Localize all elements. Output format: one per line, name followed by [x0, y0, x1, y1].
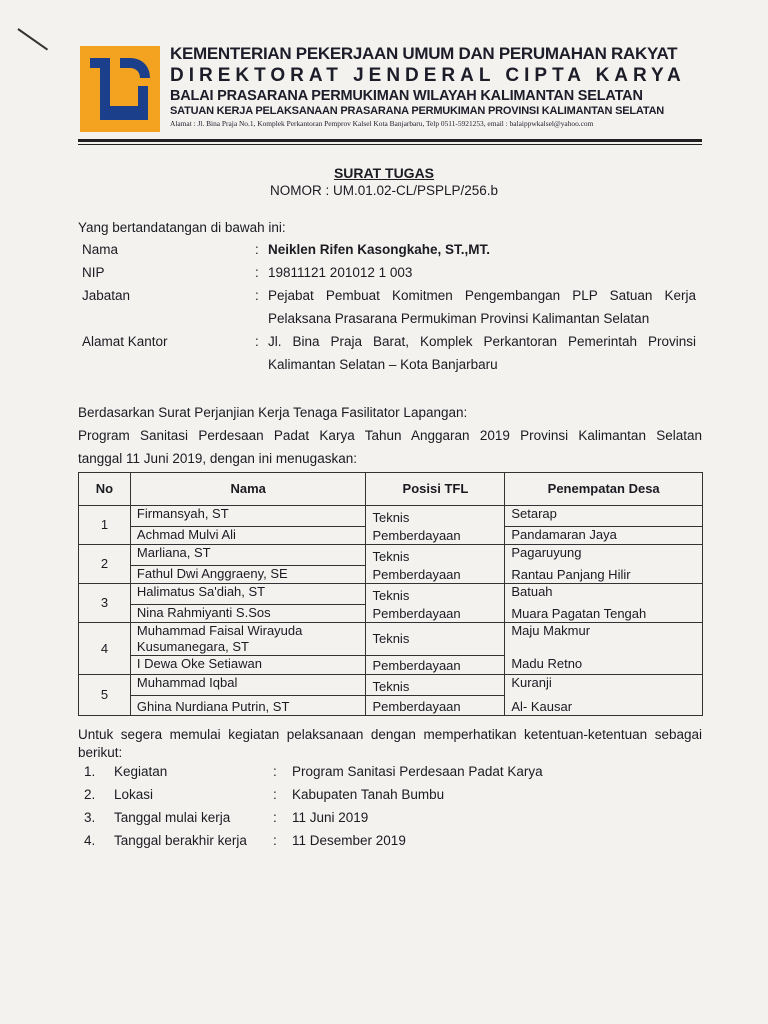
cell-nama: Marliana, ST: [130, 545, 366, 566]
cell-nama: I Dewa Oke Setiawan: [130, 656, 366, 675]
term-label: Tanggal mulai kerja: [114, 810, 231, 825]
signer-address-label: Alamat Kantor: [82, 334, 168, 349]
table-row: [79, 506, 703, 527]
term-number: 2.: [84, 787, 96, 802]
table-row: [79, 584, 703, 605]
assignment-table: [78, 472, 703, 716]
table-row: [79, 604, 703, 623]
cell-posisi: Pemberdayaan: [366, 604, 505, 623]
cell-posisi: Pemberdayaan: [366, 656, 505, 675]
term-value: 11 Juni 2019: [292, 810, 369, 825]
term-value: 11 Desember 2019: [292, 833, 406, 848]
letterhead: [170, 44, 710, 128]
cell-nama: Ghina Nurdiana Putrin, ST: [130, 696, 366, 716]
signer-address-colon: :: [255, 334, 259, 349]
letter-title: SURAT TUGAS: [333, 165, 435, 181]
row-number: 3: [79, 584, 131, 623]
table-header-row: [79, 473, 703, 506]
cell-desa: Batuah: [505, 584, 703, 605]
col-header-posisi: Posisi TFL: [366, 473, 505, 506]
table-row: [79, 696, 703, 716]
signer-jabatan-label: Jabatan: [82, 288, 131, 303]
term-value: Kabupaten Tanah Bumbu: [292, 787, 445, 802]
signer-jabatan-value-1: Pejabat Pembuat Komitmen Pengembangan PLP Satuan Kerja: [268, 288, 696, 303]
intro-text: Yang bertandatangan di bawah ini:: [78, 220, 286, 235]
signer-address-value-1: Jl. Bina Praja Barat, Komplek Perkantoran Pemerintah Provinsi: [268, 334, 696, 349]
cell-posisi: Teknis: [366, 584, 505, 605]
satuan-name: SATUAN KERJA PELAKSANAAN PRASARANA PERMUKIMAN PROVINSI KALIMANTAN SELATAN: [170, 105, 665, 117]
row-number: 1: [79, 506, 131, 545]
term-colon: :: [273, 810, 277, 825]
cell-desa: Pandamaran Jaya: [505, 526, 703, 545]
table-row: [79, 656, 703, 675]
term-colon: :: [273, 787, 277, 802]
basis-line-3: tanggal 11 Juni 2019, dengan ini menugaskan:: [78, 451, 357, 466]
cell-nama-multiline: [130, 623, 366, 656]
row-number: 4: [79, 623, 131, 675]
row-number: 5: [79, 675, 131, 716]
office-address: Alamat : Jl. Bina Praja No.1, Komplek Perkantoran Pemprov Kalsel Kota Banjarbaru, Telp 0511-5921253, email : balaippwkalsel@yahoo.com: [170, 119, 594, 128]
col-header-desa: Penempatan Desa: [505, 473, 703, 506]
cell-nama-line-2: Kusumanegara, ST: [136, 639, 249, 654]
signer-name-value: Neiklen Rifen Kasongkahe, ST.,MT.: [268, 242, 491, 257]
cell-desa: Madu Retno: [505, 656, 703, 675]
cell-nama: Firmansyah, ST: [130, 506, 366, 527]
cell-nama-line-1: Muhammad Faisal Wirayuda: [136, 623, 303, 638]
signer-name-colon: :: [255, 242, 259, 257]
cell-posisi: Pemberdayaan: [366, 565, 505, 584]
signer-nip-label: NIP: [82, 265, 105, 280]
signer-jabatan-value-2: Pelaksana Prasarana Permukiman Provinsi Kalimantan Selatan: [268, 311, 650, 326]
cell-posisi: Pemberdayaan: [366, 696, 505, 716]
directorate-name: DIREKTORAT JENDERAL CIPTA KARYA: [170, 65, 686, 86]
pen-mark: [17, 28, 48, 50]
cell-desa: Setarap: [505, 506, 703, 527]
letter-number: NOMOR : UM.01.02-CL/PSPLP/256.b: [269, 183, 499, 198]
table-row: [79, 623, 703, 656]
cell-desa: Pagaruyung: [505, 545, 703, 566]
basis-line-2: Program Sanitasi Perdesaan Padat Karya Tahun Anggaran 2019 Provinsi Kalimantan Selatan: [78, 428, 702, 443]
term-value: Program Sanitasi Perdesaan Padat Karya: [292, 764, 543, 779]
cell-nama: Achmad Mulvi Ali: [130, 526, 366, 545]
pu-logo-icon: [80, 46, 160, 132]
cell-nama: Nina Rahmiyanti S.Sos: [130, 604, 366, 623]
table-row: [79, 545, 703, 566]
cell-nama: Fathul Dwi Anggraeny, SE: [130, 565, 366, 584]
cell-desa: Rantau Panjang Hilir: [505, 565, 703, 584]
cell-posisi: Teknis: [366, 623, 505, 656]
cell-desa: Maju Makmur: [505, 623, 703, 656]
cell-desa: Al- Kausar: [505, 696, 703, 716]
term-number: 1.: [84, 764, 96, 779]
table-row: [79, 526, 703, 545]
letterhead-rule-thin: [78, 144, 702, 145]
cell-nama: Muhammad Iqbal: [130, 675, 366, 696]
ministry-name: KEMENTERIAN PEKERJAAN UMUM DAN PERUMAHAN RAKYAT: [170, 44, 678, 63]
term-label: Lokasi: [114, 787, 154, 802]
cell-posisi: Teknis: [366, 545, 505, 566]
term-colon: :: [273, 833, 277, 848]
term-label: Tanggal berakhir kerja: [114, 833, 247, 848]
table-row: [79, 675, 703, 696]
signer-nip-value: 19811121 201012 1 003: [268, 265, 413, 280]
term-number: 4.: [84, 833, 96, 848]
cell-desa: Muara Pagatan Tengah: [505, 604, 703, 623]
term-number: 3.: [84, 810, 96, 825]
closing-line-1: Untuk segera memulai kegiatan pelaksanaan dengan memperhatikan ketentuan-ketentuan sebagai: [78, 727, 702, 742]
basis-line-1: Berdasarkan Surat Perjanjian Kerja Tenaga Fasilitator Lapangan:: [78, 405, 468, 420]
signer-nip-colon: :: [255, 265, 259, 280]
closing-line-2: berikut:: [78, 745, 123, 760]
col-header-no: No: [79, 473, 131, 506]
signer-name-label: Nama: [82, 242, 119, 257]
row-number: 2: [79, 545, 131, 584]
signer-address-value-2: Kalimantan Selatan – Kota Banjarbaru: [268, 357, 498, 372]
cell-posisi: Teknis: [366, 506, 505, 527]
letterhead-rule: [78, 139, 702, 142]
cell-desa: Kuranji: [505, 675, 703, 696]
cell-nama: Halimatus Sa'diah, ST: [130, 584, 366, 605]
signer-jabatan-colon: :: [255, 288, 259, 303]
col-header-nama: Nama: [130, 473, 366, 506]
cell-posisi: Pemberdayaan: [366, 526, 505, 545]
term-label: Kegiatan: [114, 764, 168, 779]
balai-name: BALAI PRASARANA PERMUKIMAN WILAYAH KALIMANTAN SELATAN: [170, 88, 643, 104]
cell-posisi: Teknis: [366, 675, 505, 696]
table-row: [79, 565, 703, 584]
term-colon: :: [273, 764, 277, 779]
